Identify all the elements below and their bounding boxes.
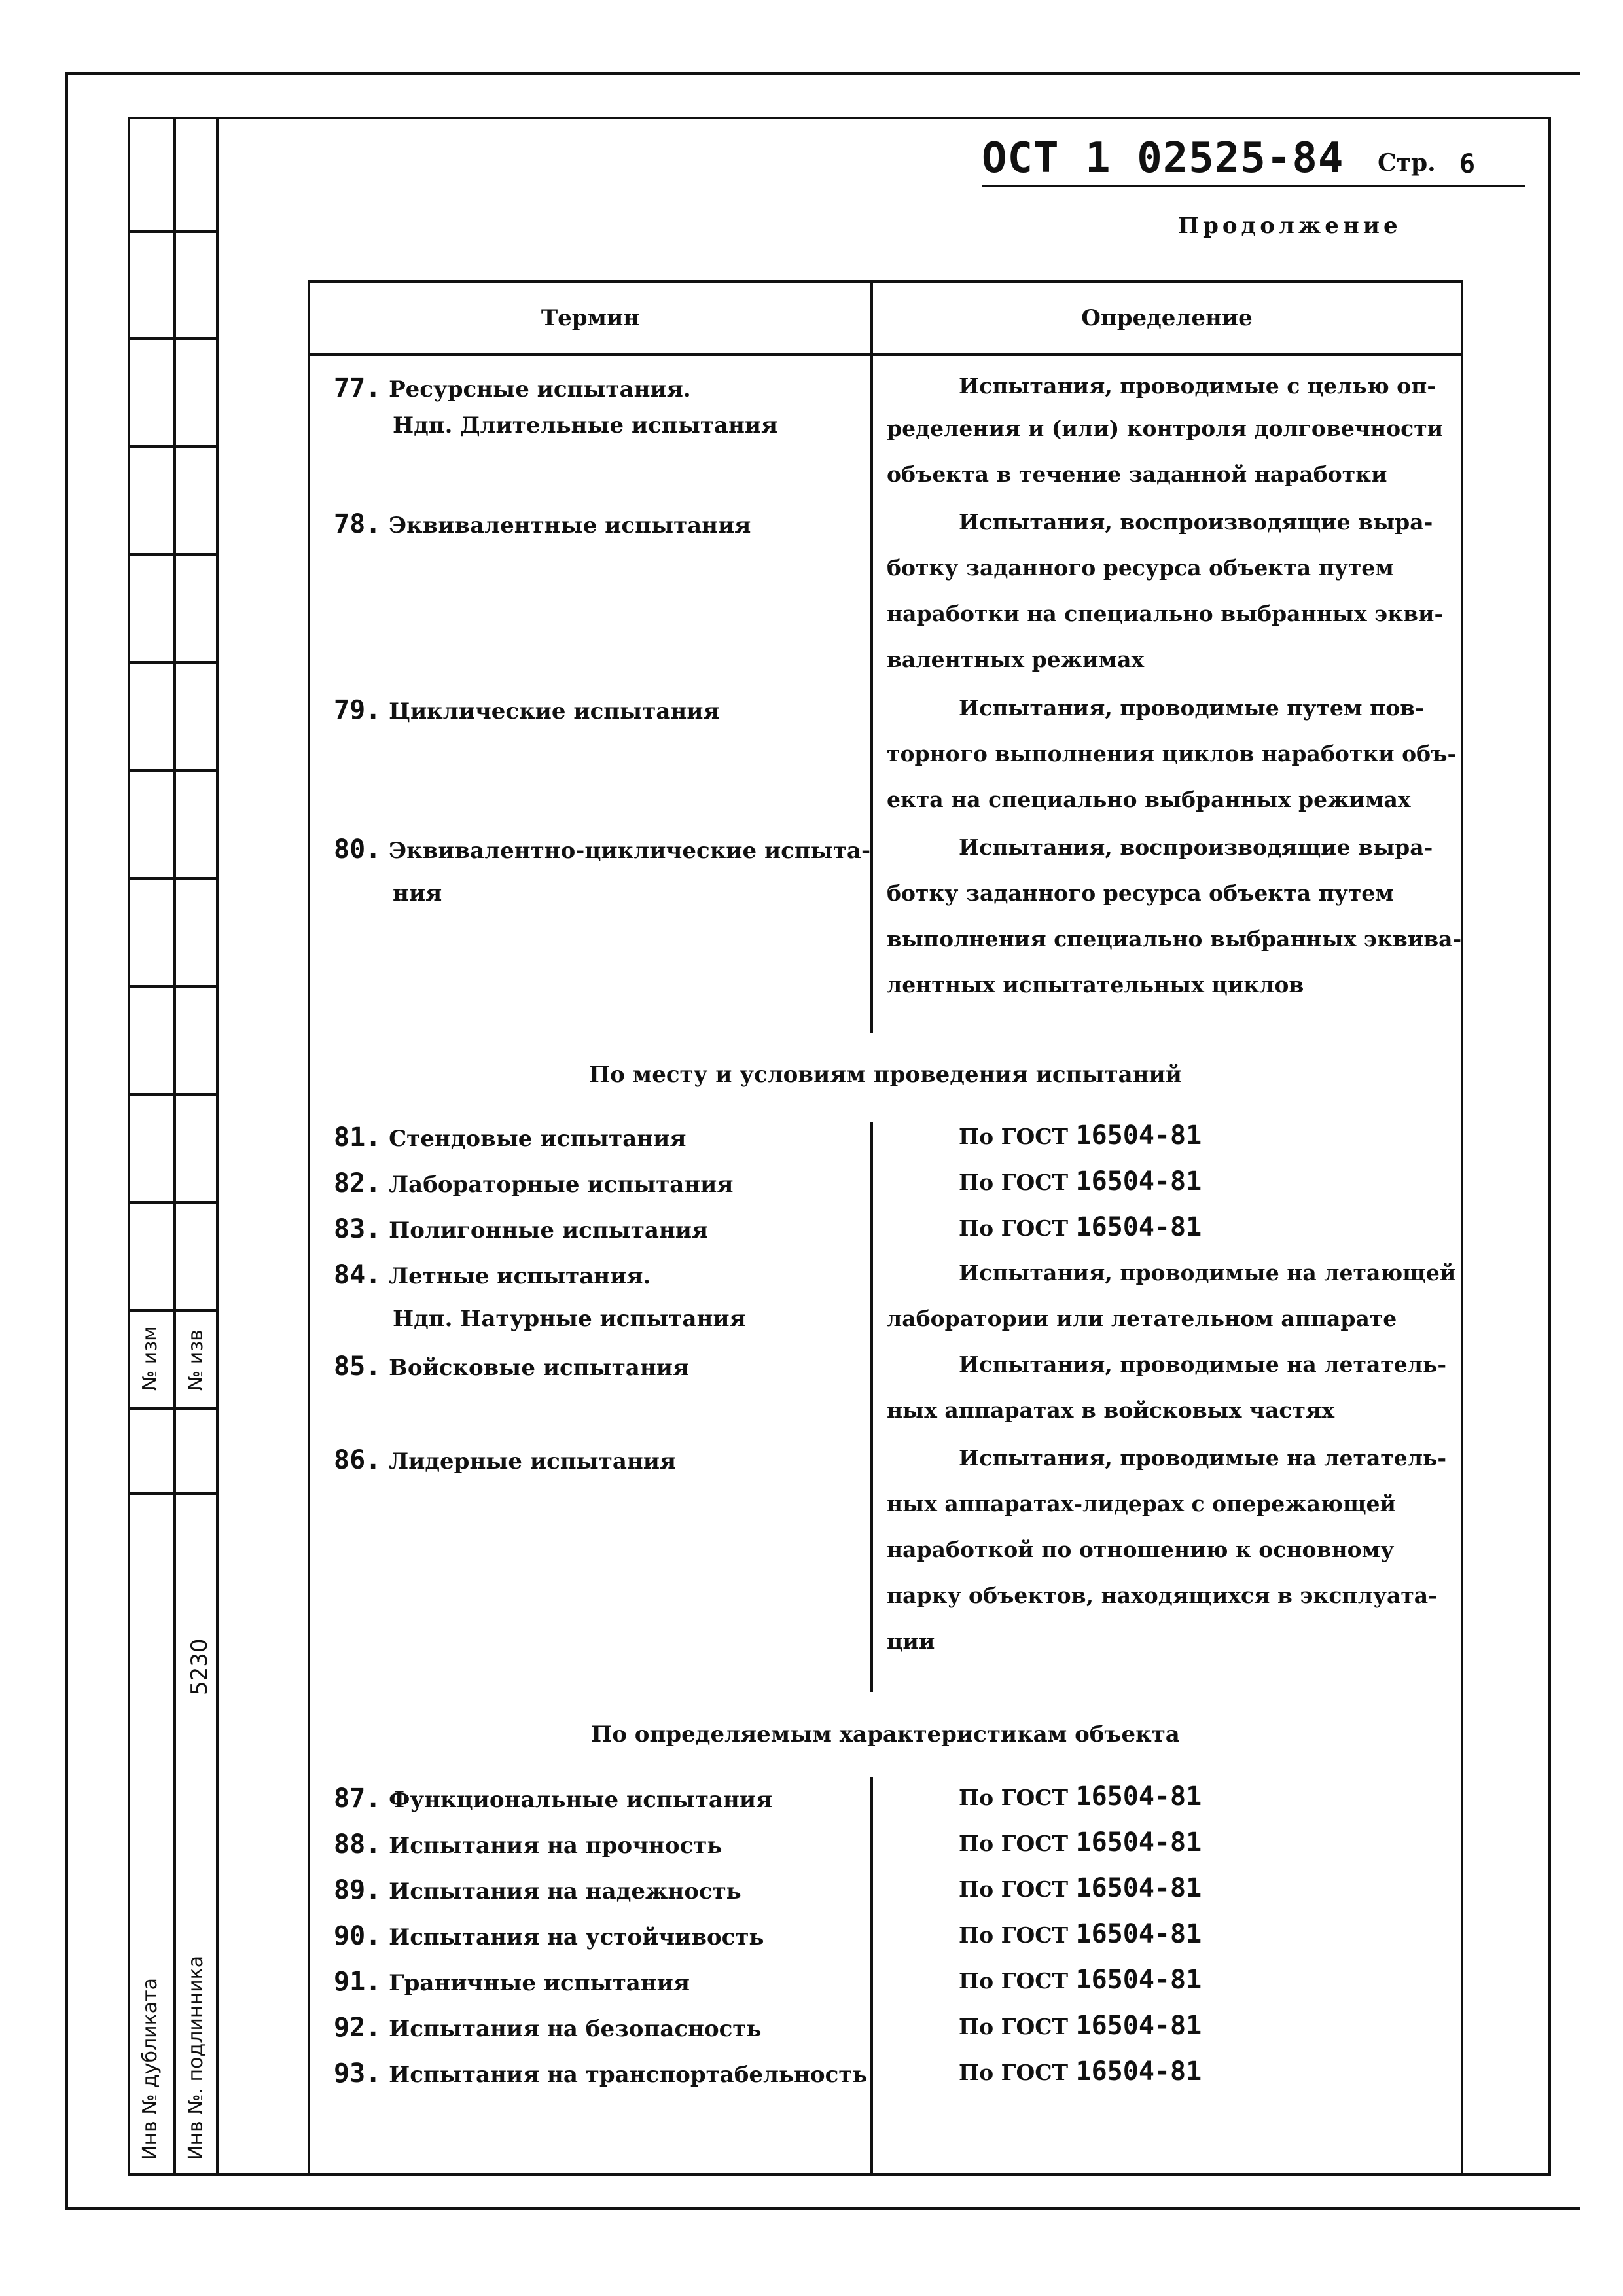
section-heading: По месту и условиям проведения испытаний bbox=[589, 1062, 1182, 1088]
continuation-label: Продолжение bbox=[1178, 213, 1402, 239]
term-row-cont: Ндп. Длительные испытания bbox=[393, 412, 778, 439]
term-row: 87. Функциональные испытания bbox=[334, 1784, 773, 1814]
margin-inv-number: 5230 bbox=[187, 1638, 213, 1695]
term-row-cont: ния bbox=[393, 880, 442, 906]
term-row: 80. Эквивалентно-циклические испыта- bbox=[334, 834, 871, 865]
definition-line: лентных испытательных циклов bbox=[887, 972, 1304, 997]
margin-n-izv: № изв bbox=[185, 1329, 207, 1391]
term-row: 91. Граничные испытания bbox=[334, 1967, 690, 1997]
definition-line: парку объектов, находящихся в эксплуата- bbox=[887, 1583, 1437, 1608]
definition-line: Испытания, проводимые с целью оп- bbox=[959, 373, 1436, 399]
definition-line: наработкой по отношению к основному bbox=[887, 1537, 1395, 1562]
term-row: 89. Испытания на надежность bbox=[334, 1875, 741, 1905]
definition-line: валентных режимах bbox=[887, 647, 1145, 672]
definition-line: ных аппаратах в войсковых частях bbox=[887, 1397, 1334, 1423]
definition-gost: По ГОСТ 16504-81 bbox=[959, 1782, 1202, 1812]
col-header-definition: Определение bbox=[1081, 305, 1253, 331]
definition-gost: По ГОСТ 16504-81 bbox=[959, 1873, 1202, 1903]
page-number: 6 bbox=[1459, 149, 1476, 179]
definition-line: торного выполнения циклов наработки объ- bbox=[887, 741, 1457, 766]
definition-line: Испытания, проводимые на летающей bbox=[959, 1260, 1456, 1285]
definition-gost: По ГОСТ 16504-81 bbox=[959, 1121, 1202, 1151]
definition-line: Испытания, проводимые на летатель- bbox=[959, 1352, 1447, 1377]
margin-inv-podl: Инв №. подлинника bbox=[185, 1955, 207, 2160]
term-row: 81. Стендовые испытания bbox=[334, 1122, 687, 1153]
document-code: ОСТ 1 02525-84 bbox=[982, 134, 1344, 183]
term-row: 78. Эквивалентные испытания bbox=[334, 509, 751, 539]
definition-gost: По ГОСТ 16504-81 bbox=[959, 1212, 1202, 1242]
page-label: Стр. bbox=[1378, 149, 1436, 177]
definition-line: ботку заданного ресурса объекта путем bbox=[887, 880, 1394, 906]
definition-line: ределения и (или) контроля долговечности bbox=[887, 416, 1444, 441]
term-row: 93. Испытания на транспортабельность bbox=[334, 2058, 868, 2089]
margin-n-izm: № изм bbox=[139, 1326, 162, 1391]
definition-line: ции bbox=[887, 1628, 935, 1654]
term-row: 86. Лидерные испытания bbox=[334, 1445, 677, 1475]
term-row: 85. Войсковые испытания bbox=[334, 1352, 690, 1382]
definition-line: Испытания, воспроизводящие выра- bbox=[959, 834, 1433, 860]
term-row: 83. Полигонные испытания bbox=[334, 1214, 709, 1244]
definition-line: Испытания, проводимые на летатель- bbox=[959, 1445, 1447, 1471]
definition-gost: По ГОСТ 16504-81 bbox=[959, 2011, 1202, 2041]
definition-gost: По ГОСТ 16504-81 bbox=[959, 1965, 1202, 1995]
term-row: 90. Испытания на устойчивость bbox=[334, 1921, 764, 1951]
definition-line: выполнения специально выбранных эквива- bbox=[887, 926, 1462, 952]
definition-line: ных аппаратах-лидерах с опережающей bbox=[887, 1491, 1397, 1516]
definition-gost: По ГОСТ 16504-81 bbox=[959, 2056, 1202, 2087]
margin-inv-dubl: Инв № дубликата bbox=[139, 1977, 162, 2160]
term-row: 77. Ресурсные испытания. bbox=[334, 373, 691, 403]
definition-line: Испытания, проводимые путем пов- bbox=[959, 695, 1424, 721]
col-header-term: Термин bbox=[541, 305, 640, 331]
term-row: 82. Лабораторные испытания bbox=[334, 1168, 734, 1198]
term-row-cont: Ндп. Натурные испытания bbox=[393, 1306, 746, 1332]
term-row: 84. Летные испытания. bbox=[334, 1260, 651, 1290]
definition-line: Испытания, воспроизводящие выра- bbox=[959, 509, 1433, 535]
definition-line: наработки на специально выбранных экви- bbox=[887, 601, 1444, 626]
section-heading: По определяемым характеристикам объекта bbox=[591, 1721, 1180, 1748]
definition-line: ботку заданного ресурса объекта путем bbox=[887, 555, 1394, 581]
definition-gost: По ГОСТ 16504-81 bbox=[959, 1827, 1202, 1857]
definition-line: екта на специально выбранных режимах bbox=[887, 787, 1411, 812]
term-row: 88. Испытания на прочность bbox=[334, 1829, 722, 1859]
definition-gost: По ГОСТ 16504-81 bbox=[959, 1919, 1202, 1949]
definition-gost: По ГОСТ 16504-81 bbox=[959, 1166, 1202, 1196]
definition-line: объекта в течение заданной наработки bbox=[887, 461, 1387, 487]
definition-line: лаборатории или летательном аппарате bbox=[887, 1306, 1397, 1331]
term-row: 79. Циклические испытания bbox=[334, 695, 720, 725]
term-row: 92. Испытания на безопасность bbox=[334, 2013, 762, 2043]
